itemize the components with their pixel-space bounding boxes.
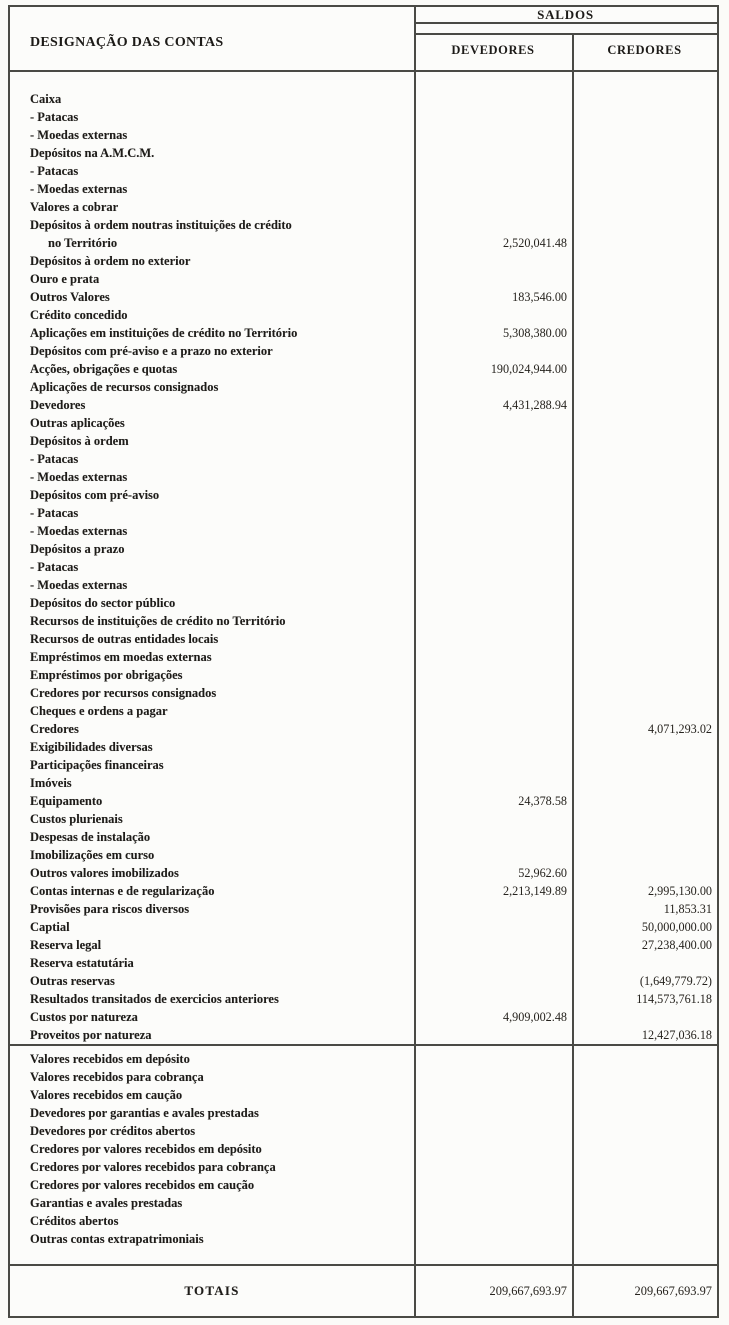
devedores-value bbox=[414, 504, 572, 522]
devedores-value bbox=[414, 1104, 572, 1122]
account-label: Custos plurienais bbox=[30, 812, 123, 826]
table-row bbox=[10, 918, 717, 936]
devedores-value: 4,909,002.48 bbox=[503, 1010, 567, 1024]
table-row bbox=[10, 954, 717, 972]
devedores-value: 183,546.00 bbox=[512, 290, 567, 304]
account-label: Valores recebidos em depósito bbox=[30, 1052, 190, 1066]
account-label: Resultados transitados de exercicios anteriores bbox=[30, 992, 279, 1006]
account-label: Exigibilidades diversas bbox=[30, 740, 153, 754]
table-row bbox=[10, 1086, 717, 1104]
devedores-value bbox=[414, 198, 572, 216]
credores-value bbox=[572, 702, 717, 720]
devedores-value bbox=[414, 648, 572, 666]
table-row bbox=[10, 1068, 717, 1086]
devedores-value bbox=[414, 414, 572, 432]
balance-accounts-section bbox=[10, 72, 717, 1046]
account-label: Depósitos na A.M.C.M. bbox=[30, 146, 155, 160]
account-label: Imobilizações em curso bbox=[30, 848, 155, 862]
credores-value bbox=[572, 666, 717, 684]
credores-value bbox=[572, 630, 717, 648]
credores-value bbox=[572, 1050, 717, 1068]
account-label: Credores por valores recebidos em depósito bbox=[30, 1142, 262, 1156]
table-row bbox=[10, 450, 717, 468]
devedores-value bbox=[414, 900, 572, 918]
credores-value bbox=[572, 468, 717, 486]
credores-value bbox=[572, 324, 717, 342]
account-label: Contas internas e de regularização bbox=[30, 884, 215, 898]
devedores-value bbox=[414, 702, 572, 720]
table-row bbox=[10, 684, 717, 702]
account-label: Valores a cobrar bbox=[30, 200, 119, 214]
table-row bbox=[10, 1158, 717, 1176]
totals-row bbox=[10, 1266, 717, 1316]
devedores-value bbox=[414, 936, 572, 954]
column-header-devedores: DEVEDORES bbox=[451, 43, 535, 57]
table-row bbox=[10, 558, 717, 576]
table-row bbox=[10, 270, 717, 288]
devedores-value bbox=[414, 144, 572, 162]
account-label: Despesas de instalação bbox=[30, 830, 151, 844]
table-row bbox=[10, 468, 717, 486]
account-label: Depósitos com pré-aviso bbox=[30, 488, 160, 502]
credores-value bbox=[572, 810, 717, 828]
devedores-value bbox=[414, 756, 572, 774]
devedores-value: 2,520,041.48 bbox=[503, 236, 567, 250]
column-header-saldos: SALDOS bbox=[414, 7, 717, 24]
table-row bbox=[10, 432, 717, 450]
credores-value bbox=[572, 684, 717, 702]
credores-value: 27,238,400.00 bbox=[641, 938, 712, 952]
devedores-value bbox=[414, 486, 572, 504]
devedores-value bbox=[414, 90, 572, 108]
credores-value bbox=[572, 144, 717, 162]
credores-value bbox=[572, 396, 717, 414]
credores-value bbox=[572, 450, 717, 468]
credores-value bbox=[572, 1122, 717, 1140]
credores-value bbox=[572, 1086, 717, 1104]
account-label: Valores recebidos para cobrança bbox=[30, 1070, 204, 1084]
credores-value bbox=[572, 864, 717, 882]
devedores-value bbox=[414, 108, 572, 126]
table-row bbox=[10, 1176, 717, 1194]
devedores-value bbox=[414, 432, 572, 450]
devedores-value bbox=[414, 342, 572, 360]
credores-value bbox=[572, 252, 717, 270]
account-label: Reserva estatutária bbox=[30, 956, 134, 970]
column-header-designacao-das-contas: DESIGNAÇÃO DAS CONTAS bbox=[30, 35, 224, 50]
account-label: Caixa bbox=[30, 92, 62, 106]
devedores-value: 5,308,380.00 bbox=[503, 326, 567, 340]
devedores-value bbox=[414, 522, 572, 540]
credores-value bbox=[572, 612, 717, 630]
account-label: Outras aplicações bbox=[30, 416, 125, 430]
devedores-value bbox=[414, 990, 572, 1008]
table-row bbox=[10, 828, 717, 846]
table-row bbox=[10, 738, 717, 756]
table-row bbox=[10, 126, 717, 144]
table-row bbox=[10, 900, 717, 918]
credores-value: 114,573,761.18 bbox=[636, 992, 712, 1006]
account-label: - Patacas bbox=[30, 560, 79, 574]
devedores-value bbox=[414, 1122, 572, 1140]
account-label: - Patacas bbox=[30, 506, 79, 520]
totals-credores-value: 209,667,693.97 bbox=[634, 1284, 712, 1298]
account-label: Aplicações em instituições de crédito no Território bbox=[30, 326, 298, 340]
credores-value bbox=[572, 954, 717, 972]
devedores-value bbox=[414, 684, 572, 702]
table-row bbox=[10, 594, 717, 612]
credores-value: 2,995,130.00 bbox=[648, 884, 712, 898]
credores-value bbox=[572, 414, 717, 432]
account-label: - Patacas bbox=[30, 110, 79, 124]
devedores-value bbox=[414, 954, 572, 972]
devedores-value bbox=[414, 126, 572, 144]
account-label: Garantias e avales prestadas bbox=[30, 1196, 183, 1210]
saldos-header-group bbox=[414, 7, 717, 70]
devedores-value bbox=[414, 1176, 572, 1194]
table-row bbox=[10, 576, 717, 594]
devedores-value bbox=[414, 576, 572, 594]
devedores-value bbox=[414, 666, 572, 684]
table-row bbox=[10, 1050, 717, 1068]
account-label: Reserva legal bbox=[30, 938, 102, 952]
account-label: Captial bbox=[30, 920, 70, 934]
credores-value bbox=[572, 306, 717, 324]
credores-value bbox=[572, 558, 717, 576]
account-label: Cheques e ordens a pagar bbox=[30, 704, 168, 718]
credores-value bbox=[572, 486, 717, 504]
devedores-value bbox=[414, 252, 572, 270]
credores-value: 4,071,293.02 bbox=[648, 722, 712, 736]
totals-label: TOTAIS bbox=[184, 1283, 240, 1298]
account-label: Depósitos com pré-aviso e a prazo no exterior bbox=[30, 344, 273, 358]
credores-value bbox=[572, 342, 717, 360]
table-row bbox=[10, 162, 717, 180]
credores-value bbox=[572, 270, 717, 288]
credores-value bbox=[572, 1176, 717, 1194]
account-label: Equipamento bbox=[30, 794, 103, 808]
table-row bbox=[10, 378, 717, 396]
table-row bbox=[10, 198, 717, 216]
credores-value bbox=[572, 1104, 717, 1122]
credores-value bbox=[572, 378, 717, 396]
devedores-value bbox=[414, 162, 572, 180]
account-label: Aplicações de recursos consignados bbox=[30, 380, 219, 394]
table-row bbox=[10, 1230, 717, 1248]
table-row bbox=[10, 504, 717, 522]
account-label: - Patacas bbox=[30, 452, 79, 466]
table-row bbox=[10, 936, 717, 954]
account-label: Depósitos à ordem bbox=[30, 434, 129, 448]
credores-value bbox=[572, 756, 717, 774]
devedores-value bbox=[414, 1194, 572, 1212]
devedores-value bbox=[414, 270, 572, 288]
devedores-value bbox=[414, 828, 572, 846]
table-row bbox=[10, 342, 717, 360]
account-label: - Moedas externas bbox=[30, 470, 128, 484]
account-label: Créditos abertos bbox=[30, 1214, 119, 1228]
credores-value bbox=[572, 108, 717, 126]
credores-value bbox=[572, 126, 717, 144]
credores-value bbox=[572, 198, 717, 216]
credores-value bbox=[572, 216, 717, 234]
account-label: Crédito concedido bbox=[30, 308, 128, 322]
account-label: - Moedas externas bbox=[30, 182, 128, 196]
table-row bbox=[10, 1212, 717, 1230]
devedores-value bbox=[414, 1068, 572, 1086]
devedores-value bbox=[414, 774, 572, 792]
account-label: Outras contas extrapatrimoniais bbox=[30, 1232, 204, 1246]
table-row bbox=[10, 864, 717, 882]
table-row bbox=[10, 810, 717, 828]
account-label: Outras reservas bbox=[30, 974, 115, 988]
devedores-value bbox=[414, 1158, 572, 1176]
table-row bbox=[10, 396, 717, 414]
off-balance-accounts-section bbox=[10, 1046, 717, 1266]
credores-value bbox=[572, 738, 717, 756]
account-label: - Moedas externas bbox=[30, 578, 128, 592]
table-row bbox=[10, 1140, 717, 1158]
devedores-value bbox=[414, 972, 572, 990]
table-row bbox=[10, 774, 717, 792]
devedores-value bbox=[414, 720, 572, 738]
credores-value bbox=[572, 1194, 717, 1212]
credores-value bbox=[572, 846, 717, 864]
devedores-value bbox=[414, 450, 572, 468]
account-label: Recursos de outras entidades locais bbox=[30, 632, 219, 646]
table-row bbox=[10, 252, 717, 270]
table-row bbox=[10, 882, 717, 900]
table-row bbox=[10, 288, 717, 306]
credores-value bbox=[572, 1140, 717, 1158]
devedores-value bbox=[414, 306, 572, 324]
account-label: Credores por valores recebidos em caução bbox=[30, 1178, 255, 1192]
account-label: Imóveis bbox=[30, 776, 72, 790]
account-label: - Moedas externas bbox=[30, 128, 128, 142]
account-label: Devedores por créditos abertos bbox=[30, 1124, 196, 1138]
credores-value bbox=[572, 522, 717, 540]
account-label: Valores recebidos em caução bbox=[30, 1088, 183, 1102]
account-label: Depósitos à ordem no exterior bbox=[30, 254, 191, 268]
credores-value bbox=[572, 1212, 717, 1230]
devedores-value: 2,213,149.89 bbox=[503, 884, 567, 898]
devedores-value bbox=[414, 216, 572, 234]
table-row bbox=[10, 972, 717, 990]
account-label: - Patacas bbox=[30, 164, 79, 178]
table-row bbox=[10, 1194, 717, 1212]
account-label: Acções, obrigações e quotas bbox=[30, 362, 178, 376]
table-row bbox=[10, 486, 717, 504]
credores-value bbox=[572, 288, 717, 306]
devedores-value: 190,024,944.00 bbox=[490, 362, 567, 376]
credores-value bbox=[572, 792, 717, 810]
credores-value bbox=[572, 180, 717, 198]
column-divider-left bbox=[414, 7, 416, 1316]
account-label: Depósitos do sector público bbox=[30, 596, 176, 610]
devedores-value bbox=[414, 738, 572, 756]
table-row bbox=[10, 1104, 717, 1122]
account-label: Participações financeiras bbox=[30, 758, 164, 772]
header-spacer bbox=[414, 24, 717, 35]
account-label: Devedores bbox=[30, 398, 86, 412]
credores-value bbox=[572, 540, 717, 558]
devedores-value bbox=[414, 846, 572, 864]
devedores-value bbox=[414, 558, 572, 576]
account-label: Provisões para riscos diversos bbox=[30, 902, 190, 916]
account-label: Empréstimos por obrigações bbox=[30, 668, 183, 682]
account-label: Recursos de instituições de crédito no Território bbox=[30, 614, 286, 628]
table-row bbox=[10, 324, 717, 342]
devedores-value bbox=[414, 1230, 572, 1248]
table-row bbox=[10, 720, 717, 738]
table-row bbox=[10, 144, 717, 162]
credores-value bbox=[572, 504, 717, 522]
table-header bbox=[10, 7, 717, 72]
credores-value: 50,000,000.00 bbox=[641, 920, 712, 934]
credores-value bbox=[572, 648, 717, 666]
credores-value bbox=[572, 774, 717, 792]
table-row bbox=[10, 756, 717, 774]
account-label: Proveitos por natureza bbox=[30, 1028, 152, 1042]
credores-value bbox=[572, 828, 717, 846]
table-row bbox=[10, 1026, 717, 1044]
table-row bbox=[10, 1122, 717, 1140]
credores-value bbox=[572, 576, 717, 594]
table-row bbox=[10, 648, 717, 666]
credores-value: (1,649,779.72) bbox=[639, 974, 712, 988]
devedores-value bbox=[414, 540, 572, 558]
credores-value bbox=[572, 234, 717, 252]
credores-value bbox=[572, 1068, 717, 1086]
account-label: Custos por natureza bbox=[30, 1010, 138, 1024]
table-row bbox=[10, 990, 717, 1008]
account-label: no Território bbox=[48, 236, 118, 250]
devedores-value: 24,378.58 bbox=[518, 794, 567, 808]
devedores-value: 4,431,288.94 bbox=[503, 398, 567, 412]
devedores-value bbox=[414, 1050, 572, 1068]
table-row bbox=[10, 792, 717, 810]
credores-value bbox=[572, 90, 717, 108]
account-label: Ouro e prata bbox=[30, 272, 100, 286]
credores-value bbox=[572, 1230, 717, 1248]
balance-table bbox=[8, 5, 719, 1318]
table-row bbox=[10, 90, 717, 108]
devedores-value bbox=[414, 1140, 572, 1158]
table-row bbox=[10, 846, 717, 864]
table-row bbox=[10, 630, 717, 648]
devedores-value bbox=[414, 630, 572, 648]
totals-devedores-value: 209,667,693.97 bbox=[489, 1284, 567, 1298]
account-label: Credores por valores recebidos para cobrança bbox=[30, 1160, 276, 1174]
column-divider-right bbox=[572, 35, 574, 1316]
devedores-value bbox=[414, 918, 572, 936]
table-row bbox=[10, 1008, 717, 1026]
devedores-value bbox=[414, 1086, 572, 1104]
table-row bbox=[10, 612, 717, 630]
account-label: Outros Valores bbox=[30, 290, 110, 304]
devedores-value bbox=[414, 180, 572, 198]
credores-value bbox=[572, 1008, 717, 1026]
credores-value bbox=[572, 432, 717, 450]
table-row bbox=[10, 540, 717, 558]
devedores-value bbox=[414, 1026, 572, 1044]
table-row bbox=[10, 108, 717, 126]
devedores-value bbox=[414, 468, 572, 486]
credores-value: 12,427,036.18 bbox=[641, 1028, 712, 1042]
account-label: Credores bbox=[30, 722, 79, 736]
devedores-value: 52,962.60 bbox=[518, 866, 567, 880]
table-row bbox=[10, 666, 717, 684]
account-label: Credores por recursos consignados bbox=[30, 686, 217, 700]
credores-value bbox=[572, 594, 717, 612]
credores-value: 11,853.31 bbox=[663, 902, 712, 916]
devedores-value bbox=[414, 1212, 572, 1230]
saldos-subheaders bbox=[414, 35, 717, 70]
account-label: - Moedas externas bbox=[30, 524, 128, 538]
table-row bbox=[10, 414, 717, 432]
devedores-value bbox=[414, 810, 572, 828]
table-row bbox=[10, 702, 717, 720]
table-row bbox=[10, 522, 717, 540]
credores-value bbox=[572, 360, 717, 378]
account-label: Devedores por garantias e avales prestadas bbox=[30, 1106, 259, 1120]
table-row bbox=[10, 306, 717, 324]
devedores-value bbox=[414, 378, 572, 396]
devedores-value bbox=[414, 612, 572, 630]
table-row bbox=[10, 360, 717, 378]
account-label: Depósitos a prazo bbox=[30, 542, 125, 556]
account-label: Depósitos à ordem noutras instituições de crédito bbox=[30, 218, 292, 232]
table-row bbox=[10, 180, 717, 198]
table-row bbox=[10, 216, 717, 234]
credores-value bbox=[572, 1158, 717, 1176]
account-label: Empréstimos em moedas externas bbox=[30, 650, 212, 664]
devedores-value bbox=[414, 594, 572, 612]
table-row bbox=[10, 234, 717, 252]
column-header-credores: CREDORES bbox=[607, 43, 682, 57]
credores-value bbox=[572, 162, 717, 180]
account-label: Outros valores imobilizados bbox=[30, 866, 179, 880]
